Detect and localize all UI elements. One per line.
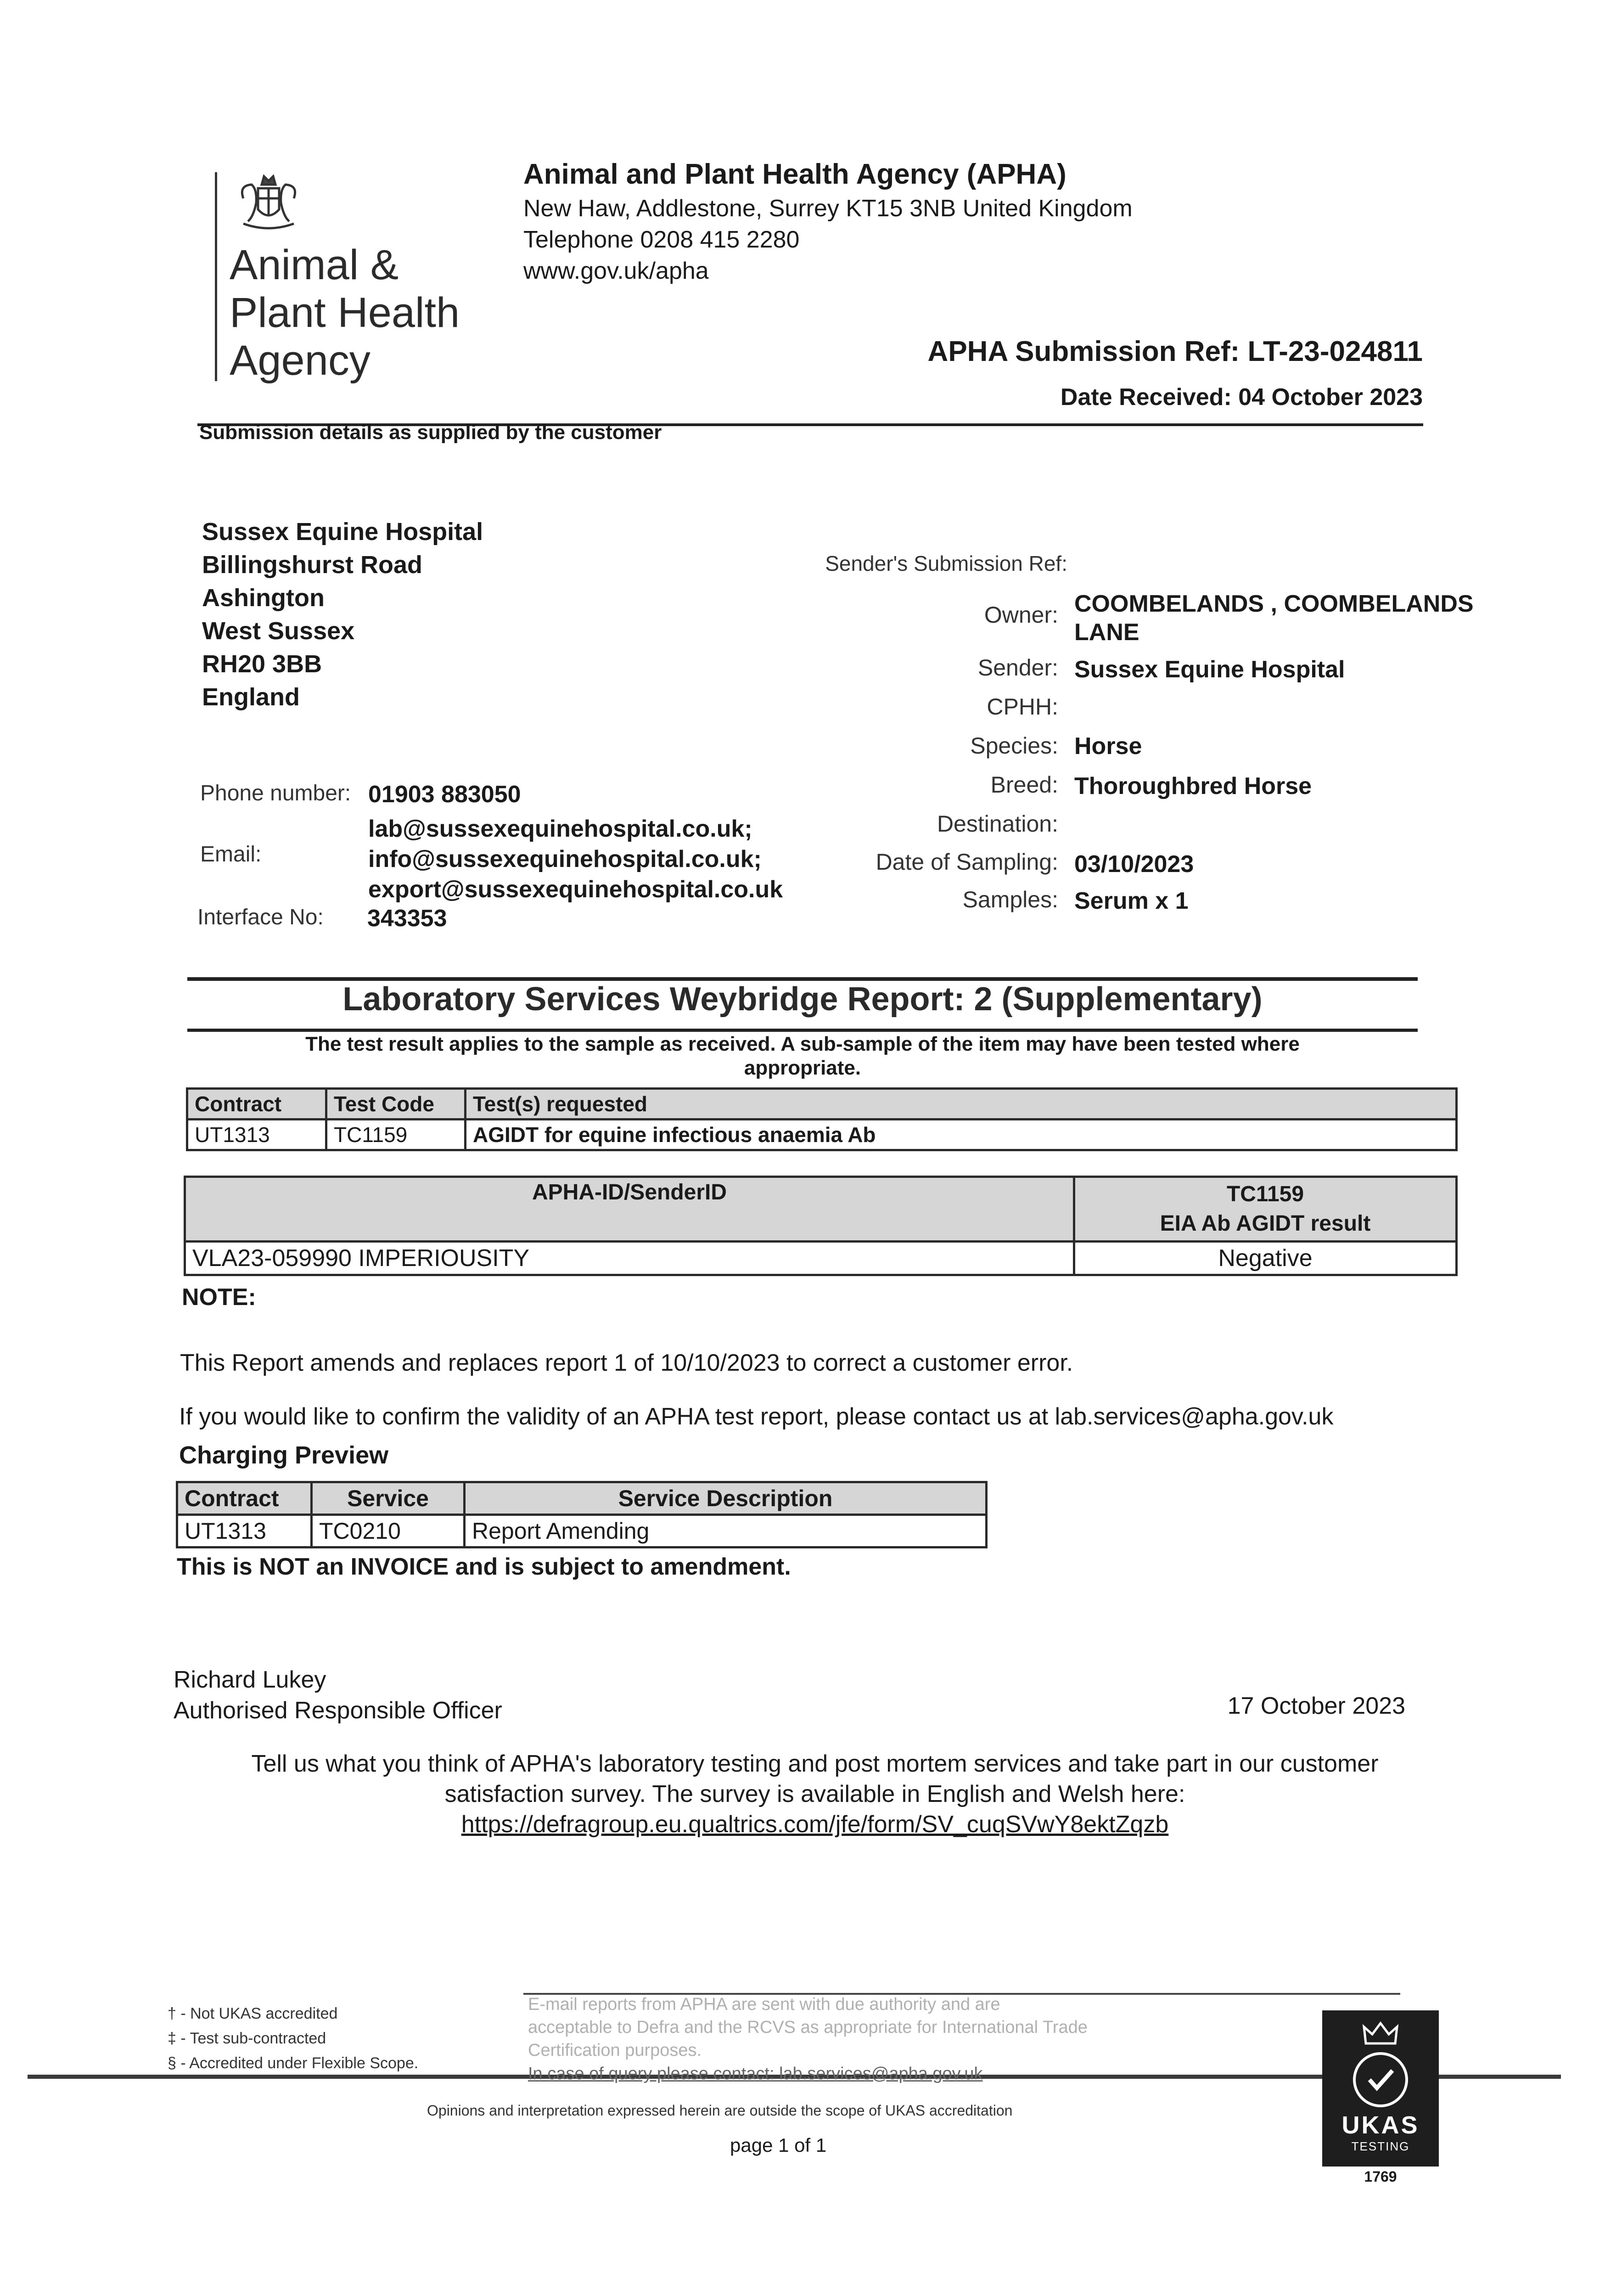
breed-label: Breed: (990, 772, 1058, 798)
email-label: Email: (200, 842, 262, 867)
charging-table-header (177, 1482, 987, 1515)
interface-value: 343353 (367, 905, 447, 932)
results-table-header (185, 1177, 1457, 1242)
submission-ref-label: APHA Submission Ref: (927, 336, 1240, 367)
email-note-line-3: Certification purposes. (528, 2041, 702, 2060)
address-line: England (202, 683, 300, 711)
customer-address (202, 515, 483, 714)
interface-label: Interface No: (197, 905, 324, 929)
note-label: NOTE: (182, 1284, 256, 1311)
logo-line-1: Animal & (230, 242, 399, 288)
sender-value: Sussex Equine Hospital (1074, 656, 1345, 683)
owner-line-1: COOMBELANDS , COOMBELANDS (1074, 591, 1474, 617)
samples-value: Serum x 1 (1074, 888, 1189, 914)
email-note-line-2: acceptable to Defra and the RCVS as appropriate for International Trade (528, 2018, 1088, 2037)
email-3: export@sussexequinehospital.co.uk (368, 876, 783, 903)
date-received (1061, 383, 1423, 411)
key-not-ukas: † - Not UKAS accredited (168, 2005, 338, 2022)
footer-key (168, 2001, 418, 2076)
agency-address: New Haw, Addlestone, Surrey KT15 3NB United Kingdom (523, 195, 1133, 222)
cell-charge-service: TC0210 (312, 1515, 465, 1548)
tests-table-header (187, 1089, 1457, 1120)
survey-link[interactable]: https://defragroup.eu.qualtrics.com/jfe/form/SV_cuqSVwY8ektZqzb (461, 1811, 1169, 1838)
owner-line-2: LANE (1074, 619, 1139, 646)
address-line: RH20 3BB (202, 650, 322, 678)
report-bottom-rule (187, 1029, 1418, 1032)
col-tests-requested: Test(s) requested (466, 1089, 1457, 1120)
logo-line-3: Agency (230, 337, 370, 384)
opinions-text: Opinions and interpretation expressed herein are outside the scope of UKAS accreditation (427, 2102, 1013, 2119)
logo-line-2: Plant Health (230, 289, 460, 336)
amend-text: This Report amends and replaces report 1 of 10/10/2023 to correct a customer error. (180, 1350, 1073, 1376)
agency-website: www.gov.uk/apha (523, 258, 709, 284)
applies-line-1: The test result applies to the sample as received. A sub-sample of the item may have been tested where (305, 1033, 1300, 1055)
validity-text: If you would like to confirm the validity of an APHA test report, please contact us at lab.services@apha.gov.uk (179, 1403, 1334, 1430)
email-note-line-1: E-mail reports from APHA are sent with due authority and are (528, 1995, 1000, 2014)
col-result (1074, 1177, 1457, 1242)
agency-telephone: Telephone 0208 415 2280 (523, 226, 800, 253)
cell-apha-id: VLA23-059990 IMPERIOUSITY (185, 1242, 1074, 1275)
query-line: In case of query please contact: lab.services@apha.gov.uk (528, 2064, 983, 2083)
page-number: page 1 of 1 (730, 2134, 827, 2156)
key-flexible-scope: § - Accredited under Flexible Scope. (168, 2054, 419, 2072)
result-name-header: EIA Ab AGIDT result (1160, 1211, 1371, 1236)
table-row (187, 1120, 1457, 1150)
address-line: Billingshurst Road (202, 551, 423, 579)
logo-text (230, 241, 460, 384)
date-received-value: 04 October 2023 (1238, 384, 1423, 411)
sampling-label: Date of Sampling: (876, 849, 1058, 875)
survey-text (138, 1749, 1492, 1840)
submission-ref-value: LT-23-024811 (1247, 336, 1423, 367)
logo-rule (215, 172, 217, 381)
phone-label: Phone number: (200, 781, 351, 805)
crown-icon (1322, 2020, 1439, 2049)
cell-test-code: TC1159 (326, 1120, 466, 1150)
cell-contract: UT1313 (187, 1120, 326, 1150)
crest-icon (230, 171, 308, 235)
survey-line-2: satisfaction survey. The survey is available in English and Welsh here: (444, 1781, 1185, 1807)
report-title: Laboratory Services Weybridge Report: 2 (Supplementary) (342, 981, 1263, 1018)
species-value: Horse (1074, 733, 1142, 760)
destination-label: Destination: (937, 811, 1058, 837)
ukas-sub: TESTING (1351, 2139, 1410, 2153)
email-list (368, 814, 783, 905)
sender-label: Sender: (977, 655, 1058, 681)
key-subcontracted: ‡ - Test sub-contracted (168, 2030, 326, 2047)
charging-title: Charging Preview (179, 1441, 389, 1469)
owner-value (1074, 590, 1474, 647)
signoff-date: 17 October 2023 (1227, 1693, 1405, 1719)
not-invoice-text: This is NOT an INVOICE and is subject to amendment. (177, 1553, 791, 1580)
cell-test-requested: AGIDT for equine infectious anaemia Ab (466, 1120, 1457, 1150)
address-line: West Sussex (202, 617, 355, 645)
col-test-code: Test Code (326, 1089, 466, 1120)
col-charge-contract: Contract (177, 1482, 312, 1515)
email-2: info@sussexequinehospital.co.uk; (368, 846, 762, 872)
table-row (177, 1515, 987, 1548)
col-charge-description: Service Description (465, 1482, 987, 1515)
ukas-label: UKAS (1341, 2111, 1420, 2139)
officer-role: Authorised Responsible Officer (174, 1697, 502, 1724)
cell-charge-description: Report Amending (465, 1515, 987, 1548)
applies-note (187, 1032, 1418, 1080)
sender-ref-label: Sender's Submission Ref: (825, 551, 1067, 575)
email-1: lab@sussexequinehospital.co.uk; (368, 816, 752, 842)
ukas-tick-icon (1353, 2052, 1408, 2107)
agency-name: Animal and Plant Health Agency (APHA) (523, 158, 1066, 190)
col-contract: Contract (187, 1089, 326, 1120)
submission-ref (928, 335, 1423, 368)
survey-line-1: Tell us what you think of APHA's laboratory testing and post mortem services and take part in our customer (251, 1750, 1379, 1777)
email-note (528, 1993, 1088, 2062)
address-line: Sussex Equine Hospital (202, 518, 483, 546)
ukas-badge (1322, 2010, 1439, 2167)
result-code-header: TC1159 (1226, 1182, 1304, 1206)
cphh-label: CPHH: (987, 694, 1058, 720)
table-row (185, 1242, 1457, 1275)
cell-charge-contract: UT1313 (177, 1515, 312, 1548)
tests-table (186, 1087, 1458, 1151)
submission-details-caption: Submission details as supplied by the customer (199, 421, 662, 444)
owner-label: Owner: (984, 602, 1058, 628)
charging-table (176, 1481, 988, 1548)
ukas-number: 1769 (1364, 2168, 1397, 2185)
breed-value: Thoroughbred Horse (1074, 773, 1312, 799)
phone-value: 01903 883050 (368, 781, 521, 808)
officer-name: Richard Lukey (174, 1666, 326, 1693)
agency-block (523, 156, 1133, 287)
address-line: Ashington (202, 584, 325, 612)
cell-result: Negative (1074, 1242, 1457, 1275)
results-table (184, 1176, 1458, 1276)
col-charge-service: Service (312, 1482, 465, 1515)
sampling-value: 03/10/2023 (1074, 851, 1194, 878)
col-apha-id: APHA-ID/SenderID (185, 1177, 1074, 1242)
species-label: Species: (970, 733, 1058, 759)
samples-label: Samples: (962, 887, 1058, 912)
date-received-label: Date Received: (1060, 384, 1232, 411)
applies-line-2: appropriate. (744, 1057, 861, 1079)
